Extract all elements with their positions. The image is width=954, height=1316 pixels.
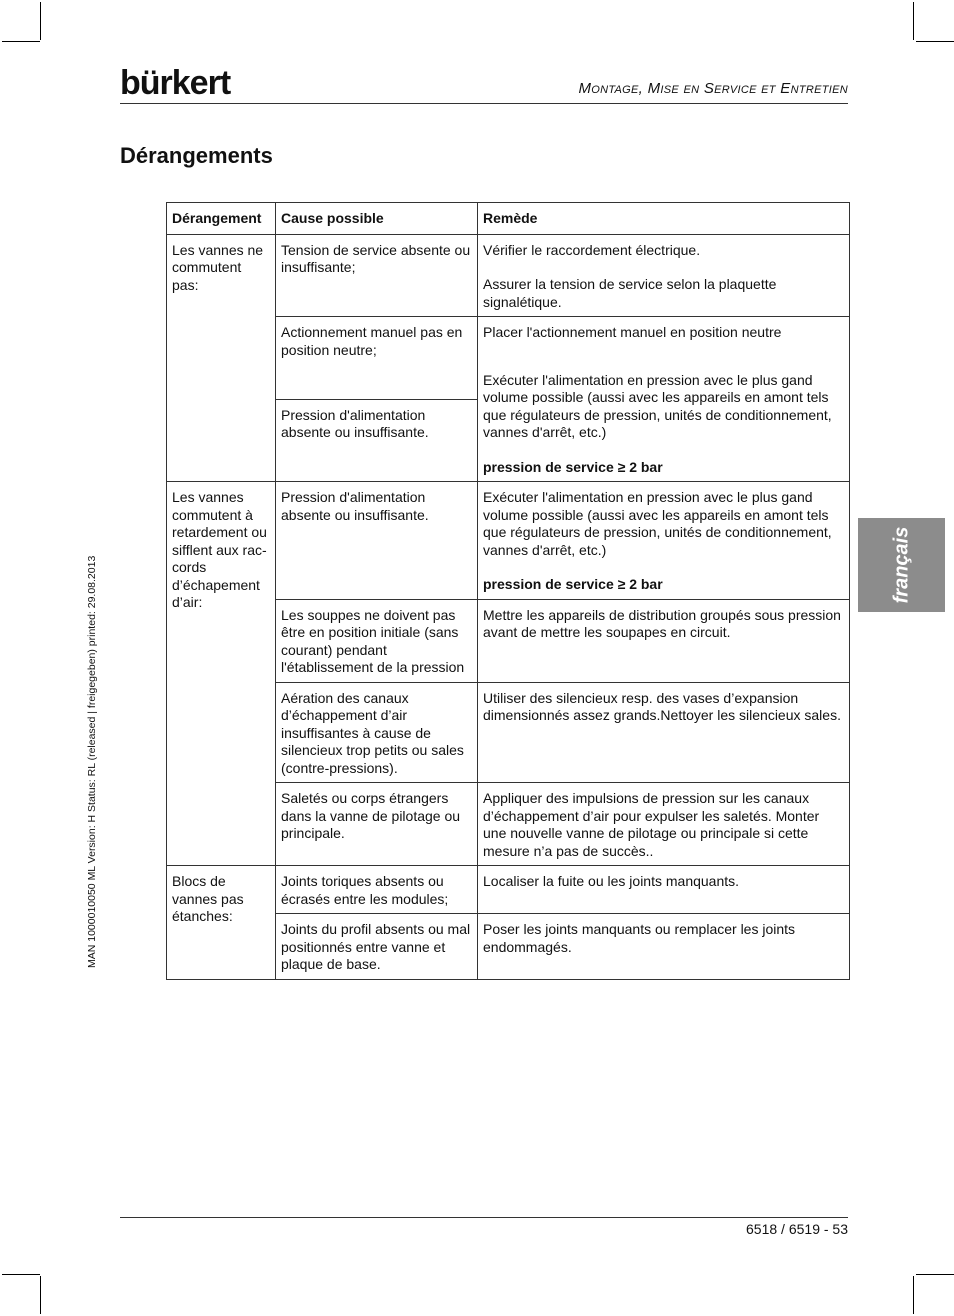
troubleshooting-table: [166, 202, 850, 980]
cause-cell: Joints toriques absents ou écrasés entre les modules;: [276, 866, 478, 914]
remedy-cell: Mettre les appareils de distribution groupés sous pression avant de mettre les soupapes en circuit.: [478, 599, 850, 682]
crop-mark: [2, 1274, 40, 1275]
remedy-cell: [478, 234, 850, 317]
crop-mark: [916, 41, 954, 42]
remedy-cell: [478, 482, 850, 600]
fault-cell: Blocs de vannes pas étanches:: [167, 866, 276, 980]
column-header-fault: Dérangement: [167, 203, 276, 235]
remedy-cell: Utiliser des silencieux resp. des vases d’expansion dimensionnés assez grands.Nettoyer les silencieux sales.: [478, 682, 850, 783]
cause-cell: Saletés ou corps étrangers dans la vanne de pilotage ou principale.: [276, 783, 478, 866]
crop-mark: [916, 1274, 954, 1275]
cause-cell: Joints du profil absents ou mal positionnés entre vanne et plaque de base.: [276, 914, 478, 980]
crop-mark: [2, 41, 40, 42]
footer-rule: [120, 1217, 848, 1218]
column-header-remedy: Remède: [478, 203, 850, 235]
header-title: Montage, Mise en Service et Entretien: [578, 80, 848, 97]
fault-cell: Les vannes ne commutent pas:: [167, 234, 276, 482]
remedy-cell: Appliquer des impulsions de pression sur les canaux d’échappement d’air pour expulser les saletés. Monter une nouvelle vanne de pilotage ou principale si cette mesure n’a pas de succès..: [478, 783, 850, 866]
language-tab: [858, 518, 945, 612]
cause-cell: Pression d'alimentation absente ou insuffisante.: [276, 482, 478, 600]
remedy-cell: Poser les joints manquants ou remplacer les joints endommagés.: [478, 914, 850, 980]
cause-cell: Les souppes ne doivent pas être en position initiale (sans courant) pendant l'établissement de la pression: [276, 599, 478, 682]
crop-mark: [40, 1276, 41, 1314]
cause-cell: Aération des canaux d’échappement d’air insuffisantes à cause de silencieux trop petits ou sales (contre-pressions).: [276, 682, 478, 783]
remedy-text: Exécuter l'alimentation en pression avec le plus gand volume possible (aussi avec les appareils en amont tels que régulateurs de pression, unités de conditionnement, vannes d'arrêt, etc.): [483, 489, 832, 558]
crop-mark: [40, 2, 41, 40]
cause-cell: Pression d'alimentation absente ou insuffisante.: [276, 399, 478, 482]
fault-cell: Les vannes commutent à retardement ou sifflent aux rac-cords d’échapement d’air:: [167, 482, 276, 866]
side-print-note: MAN 1000010050 ML Version: H Status: RL (released | freigegeben) printed: 29.08.2013: [86, 555, 98, 968]
header-rule: [120, 103, 848, 104]
remedy-text: Vérifier le raccordement électrique.: [483, 241, 701, 258]
remedy-cell: [478, 317, 850, 482]
column-header-cause: Cause possible: [276, 203, 478, 235]
remedy-pressure-note: pression de service ≥ 2 bar: [483, 576, 663, 592]
remedy-cell: Localiser la fuite ou les joints manquants.: [478, 866, 850, 914]
crop-mark: [913, 2, 914, 40]
cause-cell: Actionnement manuel pas en position neutre;: [276, 317, 478, 400]
footer-page-ref: 6518 / 6519 - 53: [746, 1221, 848, 1237]
remedy-text: Assurer la tension de service selon la plaquette signalétique.: [483, 276, 777, 310]
language-tab-label: français: [890, 526, 912, 604]
brand-logo: bürkert: [120, 64, 231, 102]
table-row: [167, 866, 850, 914]
remedy-text: Exécuter l'alimentation en pression avec le plus gand volume possible (aussi avec les appareils en amont tels que régulateurs de pression, unités de conditionnement, vannes d'arrêt, etc.): [483, 371, 832, 440]
table-row: [167, 234, 850, 317]
remedy-text: Placer l'actionnement manuel en position neutre: [483, 324, 782, 340]
table-header-row: [167, 203, 850, 235]
cause-cell: Tension de service absente ou insuffisante;: [276, 234, 478, 317]
page-title: Dérangements: [120, 143, 273, 168]
table-row: [167, 482, 850, 600]
remedy-pressure-note: pression de service ≥ 2 bar: [483, 458, 663, 475]
crop-mark: [913, 1276, 914, 1314]
